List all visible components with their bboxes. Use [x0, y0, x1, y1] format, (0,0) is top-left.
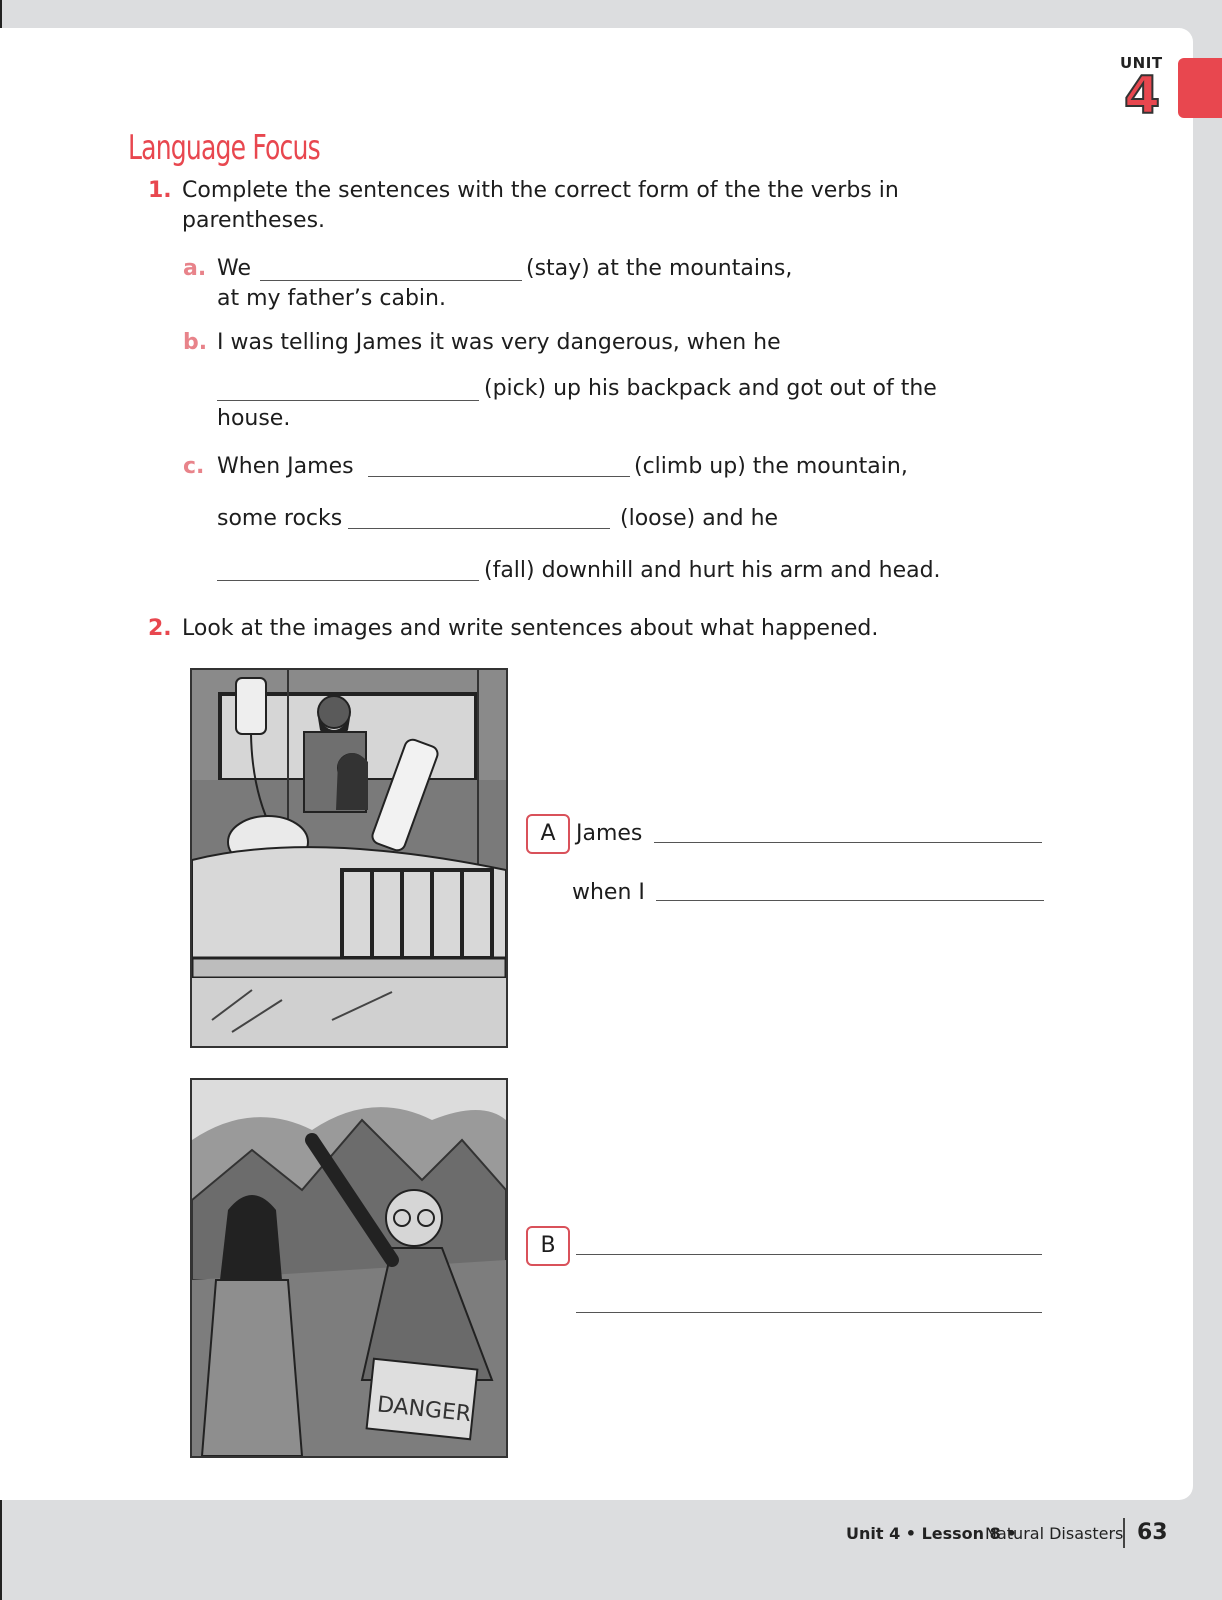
unit-tab	[1178, 58, 1222, 118]
answer-blank-a[interactable]	[260, 280, 522, 281]
item-a-text: We	[217, 256, 251, 281]
exercise-number-2: 2.	[148, 616, 172, 641]
answer-line-b1[interactable]	[576, 1254, 1042, 1255]
exercise-1-instruction-cont: parentheses.	[182, 208, 326, 233]
section-heading: Language Focus	[128, 128, 320, 168]
footer-separator	[1123, 1518, 1125, 1548]
danger-sign-text: DANGER	[375, 1392, 473, 1428]
answer-line-a2[interactable]	[656, 900, 1044, 901]
danger-scene-graphic	[192, 1080, 506, 1456]
danger-sign-illustration	[190, 1078, 508, 1458]
footer-topic: Natural Disasters	[985, 1524, 1124, 1543]
item-b-text-cont: house.	[217, 406, 291, 431]
item-letter-a: a.	[183, 256, 207, 281]
item-letter-c: c.	[183, 454, 205, 479]
answer-blank-c2[interactable]	[348, 528, 610, 529]
item-letter-b: b.	[183, 330, 208, 355]
item-c-verb-1: (climb up) the mountain,	[634, 454, 908, 479]
footer-unit-lesson: Unit 4 • Lesson 8 •	[846, 1524, 1017, 1543]
label-box-b: B	[526, 1226, 570, 1266]
exercise-2-instruction: Look at the images and write sentences about what happened.	[182, 616, 879, 641]
answer-line-a1[interactable]	[654, 842, 1042, 843]
page-number: 63	[1137, 1520, 1168, 1545]
item-a-text-cont: at my father’s cabin.	[217, 286, 446, 311]
answer-line-b2[interactable]	[576, 1312, 1042, 1313]
item-c-text-2: some rocks	[217, 506, 343, 531]
item-b-verb: (pick) up his backpack and got out of the	[484, 376, 937, 401]
worksheet-page	[0, 28, 1193, 1500]
hospital-scene-graphic	[192, 670, 506, 1046]
item-c-verb-3: (fall) downhill and hurt his arm and head.	[484, 558, 941, 583]
sentence-a-mid: when I	[572, 880, 645, 905]
sentence-a-start: James	[576, 821, 643, 846]
unit-label: UNIT	[1120, 54, 1163, 72]
label-box-a: A	[526, 814, 570, 854]
item-c-verb-2: (loose) and he	[620, 506, 779, 531]
exercise-1-instruction: Complete the sentences with the correct form of the the verbs in	[182, 178, 899, 203]
item-b-text: I was telling James it was very dangerous, when he	[217, 330, 781, 355]
item-c-text: When James	[217, 454, 354, 479]
exercise-number-1: 1.	[148, 178, 172, 203]
unit-number: 4	[1124, 66, 1161, 126]
answer-blank-c3[interactable]	[217, 580, 479, 581]
answer-blank-b[interactable]	[217, 400, 479, 401]
hospital-illustration	[190, 668, 508, 1048]
item-a-verb: (stay) at the mountains,	[526, 256, 793, 281]
answer-blank-c1[interactable]	[368, 476, 630, 477]
